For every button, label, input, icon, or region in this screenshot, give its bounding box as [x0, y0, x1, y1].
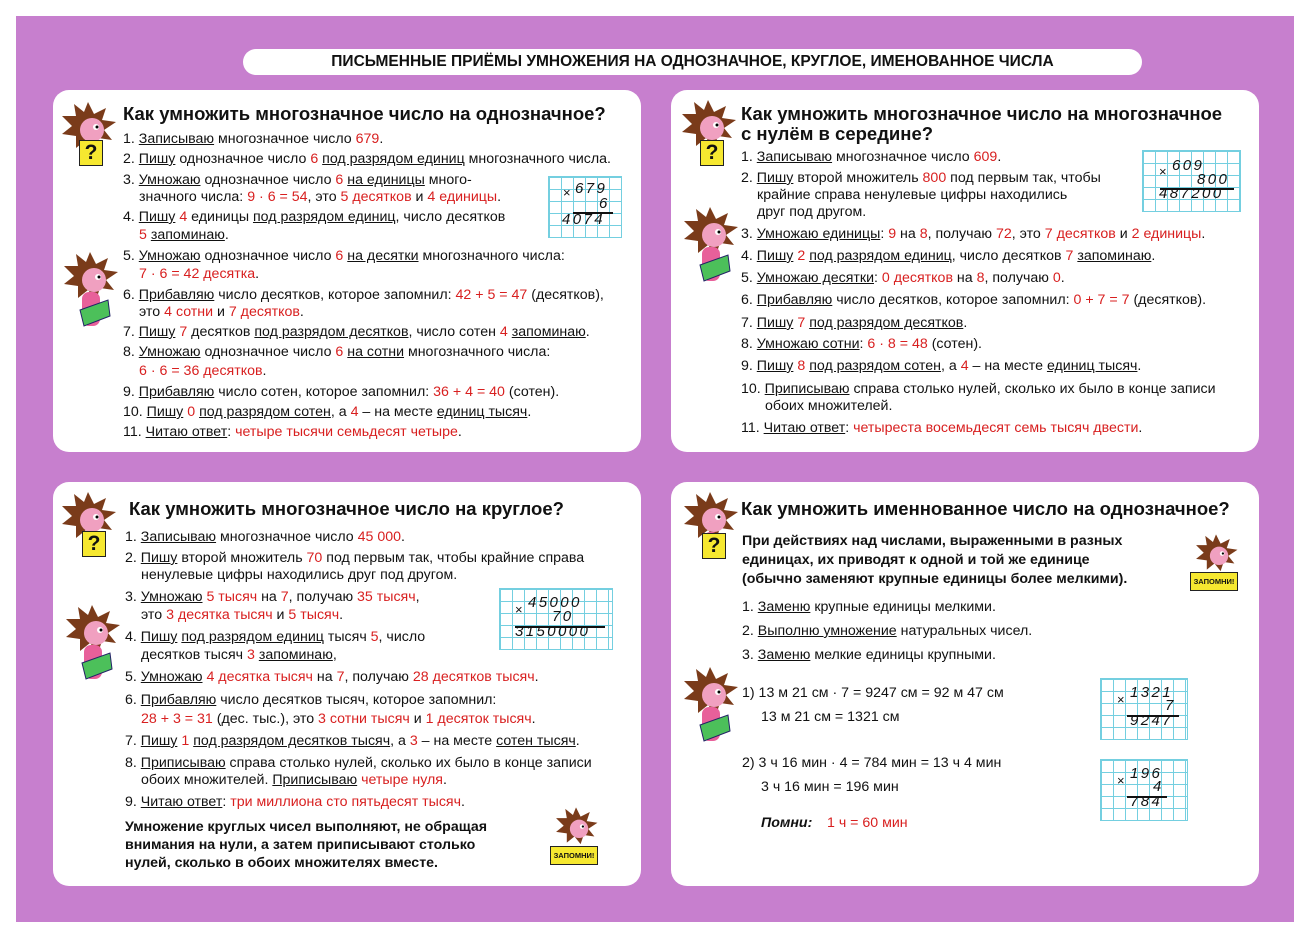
step-8: 8. Умножаю сотни: 6 · 8 = 48 (сотен). [741, 336, 982, 352]
step-3: 3. Умножаю единицы: 9 на 8, получаю 72, это 7 десятков и 2 единицы. [741, 226, 1206, 242]
question-mark-icon: ? [702, 533, 726, 559]
step-11: 11. Читаю ответ: четыреста восемьдесят семь тысяч двести. [741, 420, 1143, 436]
page-title: ПИСЬМЕННЫЕ ПРИЁМЫ УМНОЖЕНИЯ НА ОДНОЗНАЧНОЕ, КРУГЛОЕ, ИМЕНОВАННОЕ ЧИСЛА [243, 49, 1142, 75]
step-2: 2. Пишу второй множитель 70 под первым так, чтобы крайние справа [125, 550, 585, 566]
card-zero-middle [671, 90, 1259, 452]
step-1: 1. Заменю крупные единицы мелкими. [742, 599, 996, 615]
question-mark-icon: ? [79, 140, 103, 166]
rule-line2: единицах, их приводят к одной и той же единице [742, 552, 1090, 568]
card-heading: Как умножить многозначное число на однозначное? [123, 103, 606, 124]
step-6: 6. Прибавляю число десятков, которое запомнил: 0 + 7 = 7 (десятков). [741, 292, 1207, 308]
step-6-cont: это 4 сотни и 7 десятков. [139, 304, 304, 320]
question-mark-icon: ? [700, 140, 724, 166]
card-heading: Как умножить многозначное число на круглое? [129, 498, 564, 519]
rule-line3: нулей, сколько в обоих множителях вместе. [125, 855, 438, 871]
step-6-cont: 28 + 3 = 31 (дес. тыс.), это 3 сотни тысяч и 1 десяток тысяч. [141, 711, 536, 727]
step-1: 1. Записываю многозначное число 609. [741, 149, 1002, 165]
step-8: 8. Приписываю справа столько нулей, сколько их было в конце записи [125, 755, 592, 771]
step-9: 9. Пишу 8 под разрядом сотен, а 4 – на месте единиц тысяч. [741, 358, 1142, 374]
step-4: 4. Пишу под разрядом единиц тысяч 5, число [125, 629, 426, 645]
step-4-cont: 5 запоминаю. [139, 227, 229, 243]
step-9: 9. Прибавляю число сотен, которое запомнил: 36 + 4 = 40 (сотен). [123, 384, 560, 400]
hedgehog-mascot-icon [60, 250, 120, 340]
example2-line1: 2) 3 ч 16 мин · 4 = 784 мин = 13 ч 4 мин [742, 755, 1002, 771]
step-3-cont: значного числа: 9 · 6 = 54, это 5 десятков и 4 единицы. [139, 189, 502, 205]
column-multiplication: × 609 800 487200 [1142, 150, 1241, 212]
rule-line2: внимания на нули, а затем приписывают столько [125, 837, 476, 853]
step-3-cont: это 3 десятка тысяч и 5 тысяч. [141, 607, 344, 623]
step-2-cont: ненулевые цифры находились друг под другом. [141, 567, 458, 583]
column-multiplication-1: × 1321 7 9247 [1100, 678, 1188, 740]
step-5: 5. Умножаю однозначное число 6 на десятки многозначного числа: [123, 248, 565, 264]
zapomni-sign-icon: ЗАПОМНИ! [550, 846, 598, 865]
step-11: 11. Читаю ответ: четыре тысячи семьдесят четыре. [123, 424, 462, 440]
card-heading-line2: с нулём в середине? [741, 123, 934, 144]
card-named-number [671, 482, 1259, 886]
card-heading: Как умножить именнованное число на однозначное? [741, 498, 1230, 519]
step-4: 4. Пишу 2 под разрядом единиц, число десятков 7 запоминаю. [741, 248, 1156, 264]
step-2: 2. Пишу однозначное число 6 под разрядом единиц многозначного числа. [123, 151, 611, 167]
step-3: 3. Заменю мелкие единицы крупными. [742, 647, 996, 663]
hedgehog-mascot-icon [1193, 532, 1239, 572]
step-3: 3. Умножаю 5 тысяч на 7, получаю 35 тысяч, [125, 589, 420, 605]
card-single-digit [53, 90, 641, 452]
step-1: 1. Записываю многозначное число 679. [123, 131, 384, 147]
example2-line2: 3 ч 16 мин = 196 мин [761, 779, 899, 795]
rule-line1: При действиях над числами, выраженными в разных [742, 533, 1123, 549]
step-8: 8. Умножаю однозначное число 6 на сотни многозначного числа: [123, 344, 551, 360]
step-10: 10. Пишу 0 под разрядом сотен, а 4 – на месте единиц тысяч. [123, 404, 532, 420]
example1-line1: 1) 13 м 21 см · 7 = 9247 см = 92 м 47 см [742, 685, 1004, 701]
step-1: 1. Записываю многозначное число 45 000. [125, 529, 405, 545]
rule-line1: Умножение круглых чисел выполняют, не обращая [125, 819, 488, 835]
hedgehog-mascot-icon [553, 805, 599, 845]
step-6: 6. Прибавляю число десятков тысяч, которое запомнил: [125, 692, 497, 708]
step-10-cont: обоих множителей. [765, 398, 893, 414]
hedgehog-mascot-icon [680, 665, 740, 755]
remember-label: Помни: [761, 815, 813, 831]
rule-line3: (обычно заменяют крупные единицы более мелкими). [742, 571, 1128, 587]
step-5: 5. Умножаю 4 десятка тысяч на 7, получаю 28 десятков тысяч. [125, 669, 539, 685]
hedgehog-mascot-icon [680, 205, 740, 295]
step-2-cont1: крайние справа ненулевые цифры находились [757, 187, 1068, 203]
step-7: 7. Пишу 1 под разрядом десятков тысяч, а 3 – на месте сотен тысяч. [125, 733, 580, 749]
hedgehog-mascot-icon [62, 603, 122, 693]
step-8-cont: обоих множителей. Приписываю четыре нуля. [141, 772, 447, 788]
question-mark-icon: ? [82, 531, 106, 557]
example1-line2: 13 м 21 см = 1321 см [761, 709, 900, 725]
step-10: 10. Приписываю справа столько нулей, сколько их было в конце записи [741, 381, 1216, 397]
card-heading-line1: Как умножить многозначное число на многозначное [741, 103, 1223, 124]
step-2-cont2: друг под другом. [757, 204, 867, 220]
step-4: 4. Пишу 4 единицы под разрядом единиц, число десятков [123, 209, 506, 225]
column-multiplication: × 45000 70 3150000 [499, 588, 613, 650]
column-multiplication-2: × 196 4 784 [1100, 759, 1188, 821]
step-9: 9. Читаю ответ: три миллиона сто пятьдесят тысяч. [125, 794, 465, 810]
step-4-cont: десятков тысяч 3 запоминаю, [141, 647, 337, 663]
step-6: 6. Прибавляю число десятков, которое запомнил: 42 + 5 = 47 (десятков), [123, 287, 604, 303]
column-multiplication: × 679 6 4074 [548, 176, 622, 238]
zapomni-sign-icon: ЗАПОМНИ! [1190, 572, 1238, 591]
step-2: 2. Выполню умножение натуральных чисел. [742, 623, 1033, 639]
step-5-cont: 7 · 6 = 42 десятка. [139, 266, 260, 282]
step-7: 7. Пишу 7 под разрядом десятков. [741, 315, 968, 331]
step-8-cont: 6 · 6 = 36 десятков. [139, 363, 267, 379]
step-2: 2. Пишу второй множитель 800 под первым так, чтобы [741, 170, 1101, 186]
step-7: 7. Пишу 7 десятков под разрядом десятков, число сотен 4 запоминаю. [123, 324, 590, 340]
remember-value: 1 ч = 60 мин [827, 815, 908, 831]
step-5: 5. Умножаю десятки: 0 десятков на 8, получаю 0. [741, 270, 1065, 286]
step-3: 3. Умножаю однозначное число 6 на единицы много- [123, 172, 472, 188]
